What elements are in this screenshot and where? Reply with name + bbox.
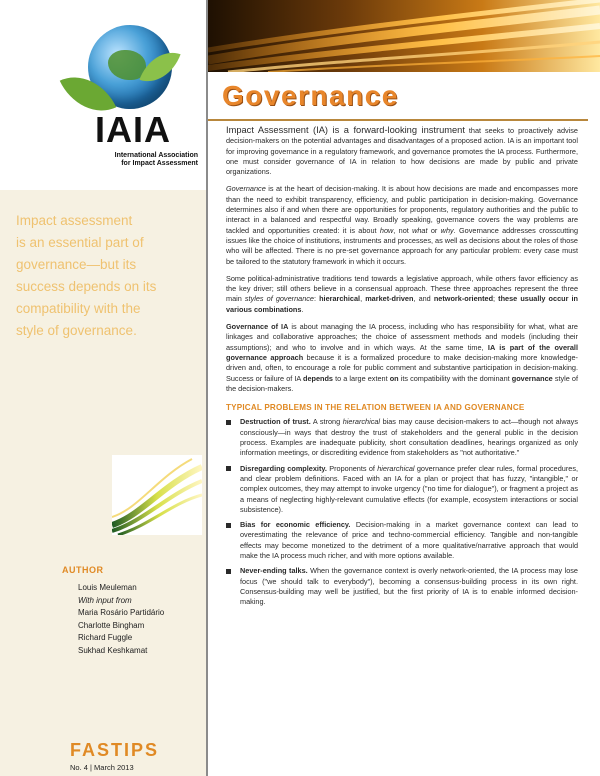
- pull-quote-line: is an essential part of: [16, 235, 144, 250]
- section-heading: TYPICAL PROBLEMS IN THE RELATION BETWEEN IA AND GOVERNANCE: [226, 403, 525, 413]
- author-list: [78, 582, 164, 657]
- pull-quote-line: style of governance.: [16, 323, 137, 338]
- styles-paragraph: Some political-administrative traditions tend towards a legislative approach, while others favor efficiency as the key driver; still others believe in a consensual approach. These three approaches represent the three main styles of governance: hierarchical, market-driven, and network-oriented; these usually occur in various combinations.: [226, 273, 578, 314]
- author-name: Charlotte Bingham: [78, 620, 145, 630]
- problems-list: [226, 417, 578, 607]
- iaia-logo: IAIA: [95, 109, 171, 150]
- list-item: Bias for economic efficiency. Decision-making in a market governance context can lead to overestimating the relevance of price and techno-commercial efficiency. Tangible and non-tangible effects may become monetized to the detriment of a more qualitative/narrative approach that would make the IA process much richer, and with more options available.: [226, 520, 578, 561]
- list-item: Never-ending talks. When the governance context is overly network-oriented, the IA process may lose focus ("we should talk to everybody"), becoming a consensus-building process in its own right. Consensus-building may well be justified, but the first priority of IA is to enable informed decision-making.: [226, 566, 578, 607]
- pull-quote-line: governance—but its: [16, 257, 137, 272]
- author-name: Sukhad Keshkamat: [78, 645, 148, 655]
- title-divider: [208, 119, 588, 121]
- light-trails-image: [112, 455, 202, 535]
- intro-paragraph: Impact Assessment (IA) is a forward-looking instrument that seeks to proactively advise decision-makers on the potential advantages and disadvantages of a proposed action. IA is an important tool for improving governance in a regulatory framework, and governance promotes the IA process. Furthermore, one must consider governance of IA in relation to how decisions are made by public and private organizations.: [226, 125, 578, 177]
- series-name: FASTIPS: [70, 740, 160, 760]
- author-heading: AUTHOR: [62, 565, 104, 575]
- author-name: Richard Fuggle: [78, 633, 133, 642]
- main-content: [226, 125, 578, 612]
- pull-quote-line: success depends on its: [16, 279, 157, 294]
- pull-quote: [16, 210, 196, 342]
- lead-text: Impact Assessment (IA) is a forward-looking instrument: [226, 125, 465, 135]
- author-name: Maria Rosário Partidário: [78, 608, 165, 617]
- list-item: Destruction of trust. A strong hierarchical bias may cause decision-makers to act—though not always consciously—in ways that destroy the trust of stakeholders and the general public in the decision process. Examples are inadequate publicity, short consultation deadlines, hearings organized as only information meetings, or discrediting evidence from stakeholders as "not authoritative.": [226, 417, 578, 458]
- header-banner-image: [208, 0, 600, 72]
- pull-quote-line: compatibility with the: [16, 301, 141, 316]
- page-title: Governance: [222, 80, 399, 111]
- governance-paragraph: Governance is at the heart of decision-making. It is about how decisions are made and encompasses more than the need to exhibit transparency, efficiency, and public participation in decision-making. Governance determines also if and when there are opportunities for proponents, regulatory authorities and the public to interact in a balanced and respectful way. Broadly speaking, governance covers the way problems are tackled and opportunities created: it is about how, not what or why. Governance addresses crosscutting issues like the choice of institutions, instruments and processes, as well as decisions about the roles of those who will be affected. There is no pre-set governance approach for any particular problem: every case must be tailored to the statutory framework in which it occurs.: [226, 184, 579, 266]
- governance-of-ia-paragraph: Governance of IA is about managing the IA process, including who has responsibility for what, what are linkages and collaborative approaches; the choice of assessment methods and models (including their assumptions); and who to involve and in which ways. At the same time, IA is part of the overall governance approach because it is a formalized procedure to make decision-making more knowledge-driven and, often, to encourage a role for public comment and substantive participation in decision-making. Success or failure of IA depends to a large extent on its compatibility with the dominant governance style of the decision-makers.: [226, 322, 579, 393]
- sidebar: [0, 0, 208, 776]
- logo-area: [0, 0, 206, 190]
- author-note: With input from: [78, 595, 132, 605]
- pull-quote-line: Impact assessment: [16, 213, 133, 228]
- author-name: Louis Meuleman: [78, 583, 137, 592]
- list-item: Disregarding complexity. Proponents of hierarchical governance prefer clear rules, formal procedures, and clear problem definitions. Faced with an IA for a plan or project that has fuzzy, "intangible," or complex outcomes, they may attempt to invoke urgency ("no time for dialogue"), or fragment a project as a means of neglecting highly-relevant cumulative effects (for example, ecosystem interactions or social subsistence).: [226, 464, 578, 515]
- iaia-org-name: International Association for Impact Assessment: [114, 152, 198, 168]
- issue-number: No. 4 | March 2013: [70, 763, 134, 772]
